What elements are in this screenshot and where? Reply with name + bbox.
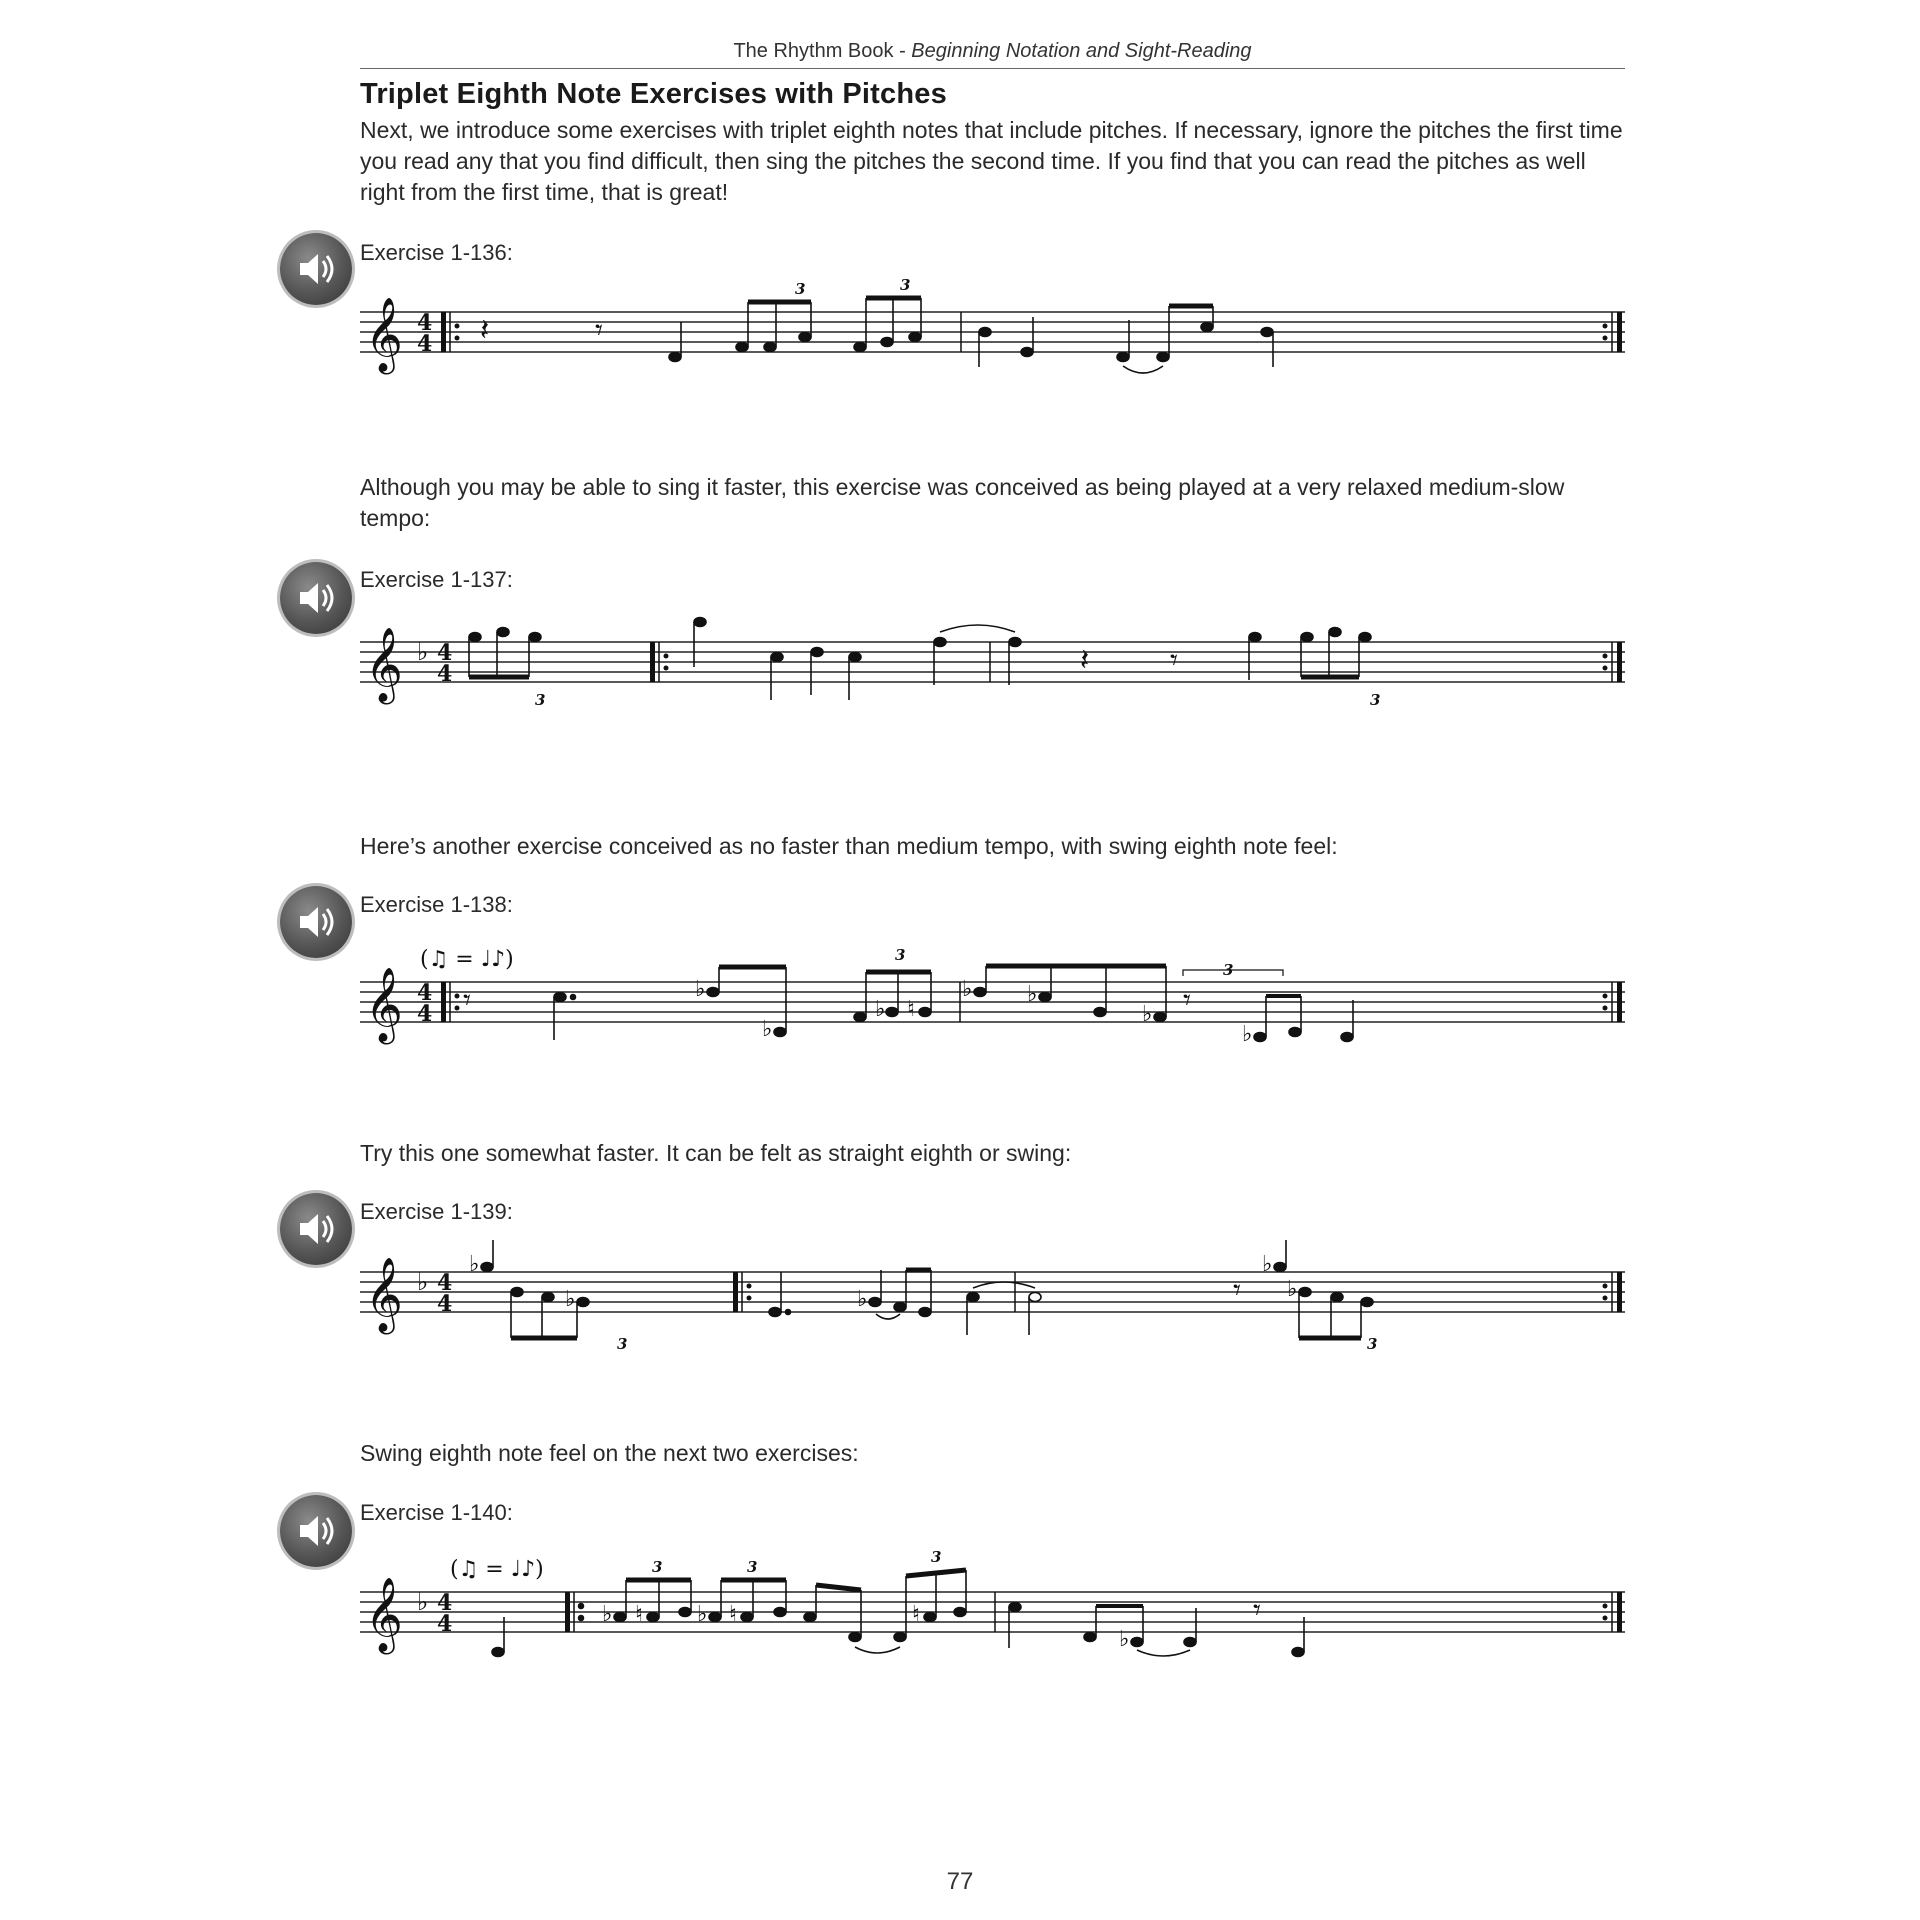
- triplet-mark: 3: [1367, 1335, 1378, 1350]
- svg-text:♭: ♭: [417, 1268, 429, 1296]
- svg-text:𝄽: 𝄽: [480, 313, 490, 348]
- svg-text:♭: ♭: [1242, 1022, 1253, 1047]
- paragraph: Swing eighth note feel on the next two exercises:: [360, 1440, 859, 1466]
- speaker-icon[interactable]: [280, 233, 352, 305]
- svg-text:♭: ♭: [565, 1287, 576, 1312]
- svg-text:♭: ♭: [1142, 1002, 1153, 1027]
- svg-text:𝄾: 𝄾: [463, 983, 471, 1018]
- paragraph: Try this one somewhat faster. It can be felt as straight eighth or swing:: [360, 1140, 1072, 1166]
- svg-text:♭: ♭: [857, 1287, 868, 1312]
- svg-text:♮: ♮: [729, 1602, 737, 1627]
- svg-text:♭: ♭: [1027, 982, 1038, 1007]
- music-staff: [355, 930, 1630, 1050]
- svg-text:𝄾: 𝄾: [1170, 643, 1178, 678]
- music-staff: [355, 270, 1630, 390]
- intro-paragraph: Next, we introduce some exercises with triplet eighth notes that include pitches. If necessary, ignore the pitches the first time you read any that you find difficult, then sing the pitches the second time. If you find that you can read the pitches as well right from the first time, that is great!: [360, 117, 1623, 205]
- svg-text:♮: ♮: [635, 1602, 643, 1627]
- svg-text:𝄾: 𝄾: [595, 313, 603, 348]
- speaker-icon[interactable]: [280, 886, 352, 958]
- triplet-mark: 3: [1223, 961, 1234, 979]
- exercise-label: Exercise 1-139:: [360, 1199, 513, 1224]
- svg-text:𝄽: 𝄽: [1080, 643, 1090, 678]
- time-signature-top: 4: [417, 980, 433, 1006]
- svg-text:𝄾: 𝄾: [1183, 983, 1191, 1018]
- time-signature-bottom: 4: [437, 1291, 453, 1317]
- speaker-icon[interactable]: [280, 1193, 352, 1265]
- music-staff: [355, 600, 1630, 720]
- svg-text:𝄞: 𝄞: [365, 1578, 403, 1652]
- time-signature-bottom: 4: [417, 1001, 433, 1027]
- triplet-mark: 3: [895, 946, 906, 964]
- svg-text:𝄾: 𝄾: [1233, 1273, 1241, 1308]
- svg-text:♭: ♭: [697, 1602, 708, 1627]
- speaker-icon[interactable]: [280, 1495, 352, 1567]
- svg-text:♭: ♭: [695, 977, 706, 1002]
- triplet-mark: 3: [1370, 691, 1381, 709]
- time-signature-bottom: 4: [417, 331, 433, 357]
- exercise-label: Exercise 1-136:: [360, 240, 513, 265]
- triplet-mark: 3: [747, 1558, 758, 1576]
- svg-text:♭: ♭: [602, 1602, 613, 1627]
- svg-text:♭: ♭: [417, 1588, 429, 1616]
- music-staff: [355, 1230, 1630, 1350]
- svg-text:♭: ♭: [1119, 1627, 1130, 1652]
- paragraph: Although you may be able to sing it faster, this exercise was conceived as being played at a very relaxed medium-slow tempo:: [360, 474, 1565, 531]
- running-head: [360, 40, 1625, 63]
- running-head-title: The Rhythm Book -: [733, 40, 912, 62]
- triplet-mark: 3: [795, 280, 806, 298]
- exercise-label: Exercise 1-137:: [360, 567, 513, 592]
- time-signature-top: 4: [417, 310, 433, 336]
- svg-text:𝄞: 𝄞: [365, 298, 403, 372]
- triplet-mark: 3: [535, 691, 546, 709]
- speaker-icon[interactable]: [280, 562, 352, 634]
- time-signature-top: 4: [437, 640, 453, 666]
- exercise-label: Exercise 1-138:: [360, 892, 513, 917]
- svg-text:♭: ♭: [417, 638, 429, 666]
- svg-text:♭: ♭: [762, 1017, 773, 1042]
- exercise-label: Exercise 1-140:: [360, 1500, 513, 1525]
- svg-text:♭: ♭: [469, 1252, 480, 1277]
- section-title: Triplet Eighth Note Exercises with Pitches: [360, 78, 947, 110]
- svg-text:♭: ♭: [962, 977, 973, 1002]
- svg-text:𝄞: 𝄞: [365, 968, 403, 1042]
- swing-feel-mark: (♫ = ♩♪): [450, 1557, 544, 1582]
- time-signature-bottom: 4: [437, 661, 453, 687]
- triplet-mark: 3: [652, 1558, 663, 1576]
- time-signature-top: 4: [437, 1270, 453, 1296]
- triplet-mark: 3: [931, 1548, 942, 1566]
- header-rule: [360, 68, 1625, 69]
- page-number: 77: [946, 1868, 974, 1895]
- time-signature-top: 4: [437, 1590, 453, 1616]
- svg-text:𝄞: 𝄞: [365, 1258, 403, 1332]
- time-signature-bottom: 4: [437, 1611, 453, 1637]
- svg-text:♮: ♮: [912, 1602, 920, 1627]
- svg-text:𝄾: 𝄾: [1253, 1593, 1261, 1628]
- running-head-subtitle: Beginning Notation and Sight-Reading: [911, 40, 1252, 62]
- music-staff: [355, 1540, 1630, 1660]
- svg-text:♮: ♮: [907, 997, 915, 1022]
- paragraph: Here’s another exercise conceived as no faster than medium tempo, with swing eighth note feel:: [360, 833, 1338, 859]
- svg-text:♭: ♭: [875, 997, 886, 1022]
- svg-text:♭: ♭: [1262, 1252, 1273, 1277]
- triplet-mark: 3: [900, 276, 911, 294]
- triplet-mark: 3: [617, 1335, 628, 1350]
- swing-feel-mark: (♫ = ♩♪): [420, 947, 514, 972]
- svg-text:♭: ♭: [1287, 1277, 1298, 1302]
- svg-text:𝄞: 𝄞: [365, 628, 403, 702]
